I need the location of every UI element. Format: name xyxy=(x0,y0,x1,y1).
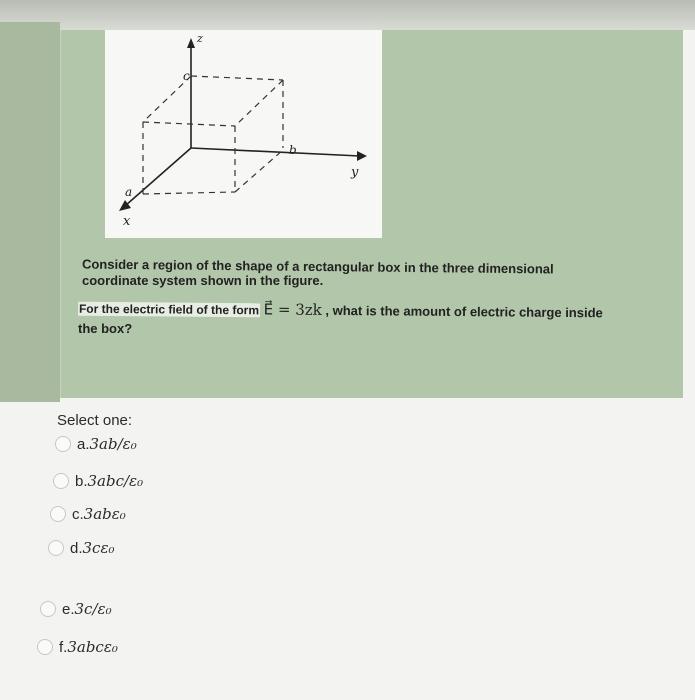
a-label: a xyxy=(125,185,133,199)
box-diagram xyxy=(105,30,382,238)
option-c[interactable] xyxy=(50,505,126,523)
x-label: x xyxy=(123,214,131,229)
option-e-expression: 3c/ε₀ xyxy=(74,600,112,618)
z-label: z xyxy=(197,32,203,45)
option-f-letter: f. xyxy=(59,639,68,656)
option-a-letter: a. xyxy=(77,436,90,453)
option-e-letter: e. xyxy=(62,601,75,618)
option-d[interactable] xyxy=(48,539,115,557)
top-background xyxy=(0,0,695,30)
option-b-letter: b. xyxy=(75,473,88,490)
option-e-radio[interactable] xyxy=(40,601,56,617)
x-axis xyxy=(125,148,191,206)
c-label: c xyxy=(183,69,190,83)
option-a[interactable] xyxy=(55,435,137,453)
option-f-radio[interactable] xyxy=(37,639,53,655)
option-f-expression: 3abcε₀ xyxy=(67,638,118,656)
question-prefix: For the electric field of the form xyxy=(78,301,260,318)
box-edges xyxy=(143,76,283,194)
coordinate-figure xyxy=(105,30,382,238)
option-b-expression: 3abc/ε₀ xyxy=(87,472,144,490)
option-e[interactable] xyxy=(40,600,112,618)
y-label: y xyxy=(351,165,359,180)
option-d-letter: d. xyxy=(70,540,83,557)
option-c-expression: 3abε₀ xyxy=(83,505,126,523)
z-arrowhead xyxy=(187,38,195,48)
option-d-expression: 3cε₀ xyxy=(82,539,115,557)
option-f[interactable] xyxy=(37,638,118,656)
option-b-radio[interactable] xyxy=(53,473,69,489)
y-arrowhead xyxy=(357,151,367,161)
option-a-expression: 3ab/ε₀ xyxy=(89,435,137,453)
question-suffix: , what is the amount of electric charge inside xyxy=(325,302,603,321)
y-axis xyxy=(191,148,360,156)
option-a-radio[interactable] xyxy=(55,436,71,452)
option-c-letter: c. xyxy=(72,506,84,523)
question-text-line2: coordinate system shown in the figure. xyxy=(82,273,324,288)
option-c-radio[interactable] xyxy=(50,506,66,522)
option-b[interactable] xyxy=(53,472,143,490)
select-one-label: Select one: xyxy=(57,412,133,429)
option-d-radio[interactable] xyxy=(48,540,64,556)
b-label: b xyxy=(289,143,297,157)
question-text-line4: the box? xyxy=(78,321,133,336)
question-text-line1: Consider a region of the shape of a rectangular box in the three dimensional xyxy=(81,256,554,277)
field-expression: E⃗ = 3zk xyxy=(263,300,322,319)
left-background xyxy=(0,22,60,402)
